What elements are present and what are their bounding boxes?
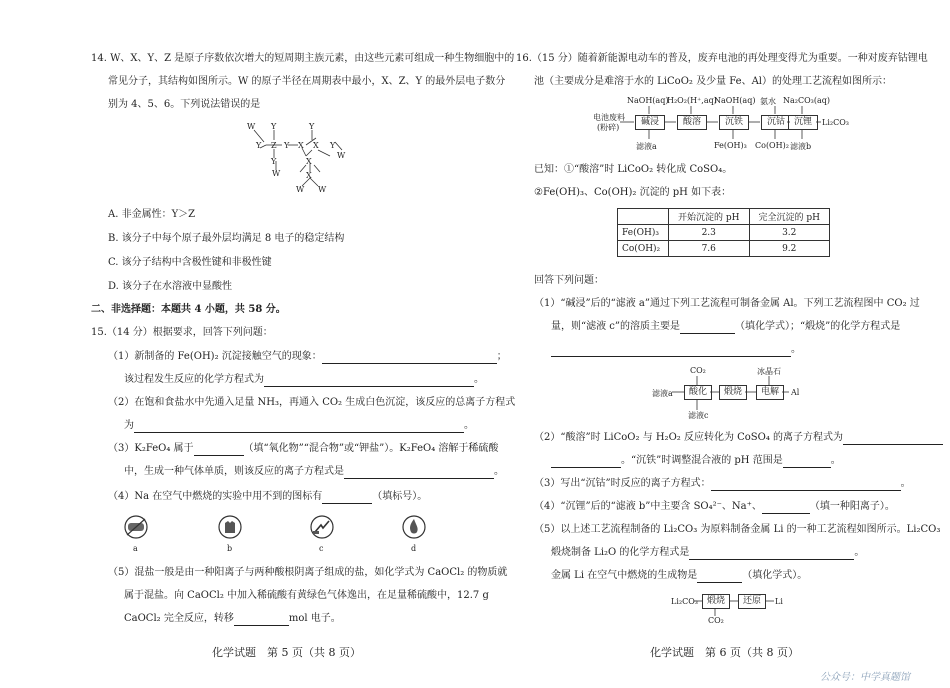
table-cell: 3.2: [749, 225, 830, 241]
atom-y: Y: [284, 141, 290, 150]
flow-product: Li₂CO₃: [822, 118, 849, 127]
answer-blank[interactable]: [762, 503, 810, 514]
step-precipitate-cobalt: 沉钴: [761, 115, 791, 130]
atom-w: W: [318, 185, 327, 194]
atom-y: Y: [271, 122, 277, 131]
q14-option-c: C. 该分子结构中含极性键和非极性键: [108, 257, 272, 268]
flow-product: Li: [775, 597, 783, 606]
answer-blank[interactable]: [843, 434, 943, 445]
step-reduce: 还原: [738, 594, 766, 609]
flow2-arrows: [672, 374, 792, 414]
output-label: CO₂: [708, 616, 724, 625]
step-precipitate-lithium: 沉锂: [788, 115, 818, 130]
known-condition-1: 已知：①“酸溶”时 LiCoO₂ 转化成 CoSO₄。: [534, 164, 733, 175]
q15-heading: 15.（14 分）根据要求，回答下列问题：: [91, 327, 273, 338]
q16-heading-line1: 16.（15 分）随着新能源电动车的普及，废弃电池的再处理变得尤为重要。一种对废弃钴锂电: [516, 53, 928, 64]
flow-start-label: 电池废料: [593, 113, 625, 122]
q14-option-a: A. 非金属性：Y＞Z: [108, 209, 196, 220]
icon-label-c: c: [319, 544, 324, 553]
q16-part5-line3: 金属 Li 在空气中燃烧的生成物是 （填化学式）。: [551, 570, 808, 581]
flow1-arrows: [620, 104, 830, 144]
ph-table: [617, 208, 830, 257]
answer-blank[interactable]: [680, 323, 735, 334]
protective-goggles-icon: [122, 514, 150, 540]
flow-start-note: (粉碎): [597, 123, 620, 132]
flow-start-label: 滤液a: [652, 389, 673, 398]
flow-start-label: Li₂CO₃: [671, 597, 698, 606]
atom-x: X: [313, 141, 319, 150]
q16-part1-line3: 。: [551, 343, 801, 357]
q16-part5-line2: 煅烧制备 Li₂O 的化学方程式是 。: [551, 547, 865, 558]
q15-part1-line1: （1）新制备的 Fe(OH)₂ 沉淀接触空气的现象： ；: [108, 351, 507, 362]
answer-blank[interactable]: [551, 346, 791, 357]
atom-w: W: [337, 151, 346, 160]
step-precipitate-iron: 沉铁: [719, 115, 749, 130]
q15-part2-line2: 为 。: [124, 420, 474, 431]
q16-part5-line1: （5）以上述工艺流程制备的 Li₂CO₃ 为原料制备金属 Li 的一种工艺流程如图所示。Li₂CO₃: [534, 524, 941, 535]
step-calcine: 煅烧: [702, 594, 730, 609]
flow3-arrows: [694, 592, 776, 618]
table-cell: Co(OH)₂: [618, 241, 669, 257]
right-page-footer: 化学试题 第 6 页（共 8 页）: [650, 646, 799, 659]
answer-blank[interactable]: [344, 468, 494, 479]
q15-part2-line1: （2）在饱和食盐水中先通入足量 NH₃，再通入 CO₂ 生成白色沉淀，该反应的总离子方程式: [108, 397, 516, 408]
output-label: 滤液c: [688, 411, 709, 420]
atom-y: Y: [271, 157, 277, 166]
q14-stem-line1: 14. W、X、Y、Z 是原子序数依次增大的短周期主族元素，由这些元素可组成一种生物细胞中的: [91, 53, 515, 64]
table-row: [618, 241, 830, 257]
output-label: 滤液a: [636, 142, 657, 151]
table-header-cell: [618, 209, 669, 225]
answer-blank[interactable]: [689, 549, 854, 560]
answer-blank[interactable]: [134, 422, 464, 433]
table-cell: 2.3: [669, 225, 750, 241]
molecule-structure-diagram: [240, 120, 350, 195]
atom-x: X: [306, 157, 312, 166]
q14-stem-line3: 别为 4、5、6。下列说法错误的是: [108, 99, 261, 110]
table-header-cell: 完全沉淀的 pH: [749, 209, 830, 225]
step-calcine: 煅烧: [719, 385, 747, 400]
answer-blank[interactable]: [264, 376, 474, 387]
step-acidify: 酸化: [684, 385, 712, 400]
q15-part5-line3: CaOCl₂ 完全反应，转移 mol 电子。: [124, 613, 341, 624]
watermark: 公众号：中学真题馆: [820, 672, 910, 683]
table-header-row: [618, 209, 830, 225]
q15-part5-line2: 属于混盐。向 CaOCl₂ 中加入稀硫酸有黄绿色气体逸出，在足量稀硫酸中，12.7 g: [124, 590, 489, 601]
q16-part3: （3）写出“沉钴”时反应的离子方程式： 。: [534, 478, 911, 489]
reagent-label: Na₂CO₃(aq): [783, 96, 830, 105]
table-cell: 7.6: [669, 241, 750, 257]
atom-x: X: [298, 141, 304, 150]
answer-blank[interactable]: [322, 353, 497, 364]
answer-blank[interactable]: [322, 493, 372, 504]
reagent-label: NaOH(aq): [627, 96, 669, 105]
step-acid-dissolve: 酸溶: [677, 115, 707, 130]
q16-part4: （4）“沉锂”后的“滤液 b”中主要含 SO₄²⁻、Na⁺、 （填一种阳离子）。: [534, 501, 895, 512]
output-label: Co(OH)₂: [755, 141, 789, 150]
atom-y: Y: [330, 141, 336, 150]
answer-blank[interactable]: [711, 480, 901, 491]
q16-part1-line2: 量，则“滤液 c”的溶质主要是 （填化学式）；“煅烧”的化学方程式是: [551, 321, 901, 332]
q14-stem-line2: 常见分子，其结构如图所示。W 的原子半径在周期表中最小，X、Z、Y 的最外层电子数分: [108, 76, 506, 87]
step-alkali-leach: 碱浸: [635, 115, 665, 130]
electrical-hazard-icon: [308, 514, 336, 540]
section-2-heading: 二、非选择题：本题共 4 小题，共 58 分。: [91, 304, 286, 315]
q15-part3-line1: （3）K₂FeO₄ 属于 （填“氧化物”“混合物”或“钾盐”）。K₂FeO₄ 溶解于稀硫酸: [108, 443, 499, 454]
reagent-label: NaOH(aq): [714, 96, 756, 105]
atom-w: W: [247, 122, 256, 131]
q14-option-b: B. 该分子中每个原子最外层均满足 8 电子的稳定结构: [108, 233, 345, 244]
q14-option-d: D. 该分子在水溶液中显酸性: [108, 281, 233, 292]
atom-x: X: [306, 171, 312, 180]
output-label: 滤液b: [790, 142, 812, 151]
reagent-label: 冰晶石: [757, 367, 781, 376]
q16-part1-line1: （1）“碱浸”后的“滤液 a”通过下列工艺流程可制备金属 Al。下列工艺流程图中 CO₂ 过: [534, 298, 920, 309]
q15-part5-line1: （5）混盐一般是由一种阳离子与两种酸根阴离子组成的盐，如化学式为 CaOCl₂ 的物质就: [108, 567, 508, 578]
icon-label-d: d: [411, 544, 417, 553]
q15-part3-line2: 中，生成一种气体单质，则该反应的离子方程式是 。: [124, 466, 504, 477]
icon-label-a: a: [133, 544, 138, 553]
reagent-label: H₂O₂(H⁺,aq): [667, 96, 717, 105]
hand-washing-icon: [216, 514, 244, 540]
table-header-cell: 开始沉淀的 pH: [669, 209, 750, 225]
q16-part2-line2: 。“沉铁”时调整混合液的 pH 范围是 。: [551, 454, 841, 468]
atom-y: Y: [256, 141, 262, 150]
table-row: [618, 225, 830, 241]
step-electrolysis: 电解: [756, 385, 784, 400]
q15-part4-line1: （4）Na 在空气中燃烧的实验中用不到的图标有 （填标号）。: [108, 491, 428, 502]
q16-heading-line2: 池（主要成分是难溶于水的 LiCoO₂ 及少量 Fe、Al）的处理工艺流程如图所示：: [534, 76, 892, 87]
atom-w: W: [296, 185, 305, 194]
answer-blank[interactable]: [551, 457, 621, 468]
answer-blank[interactable]: [697, 572, 742, 583]
q15-part1-line2: 该过程发生反应的化学方程式为 。: [124, 374, 484, 385]
answer-prompt: 回答下列问题：: [534, 275, 604, 286]
table-cell: 9.2: [749, 241, 830, 257]
known-condition-2: ②Fe(OH)₃、Co(OH)₂ 沉淀的 pH 如下表：: [534, 187, 732, 198]
left-page-footer: 化学试题 第 5 页（共 8 页）: [212, 646, 361, 659]
answer-blank[interactable]: [783, 457, 831, 468]
output-label: Fe(OH)₃: [714, 141, 747, 150]
icon-label-b: b: [227, 544, 233, 553]
q16-part2-line1: （2）“酸溶”时 LiCoO₂ 与 H₂O₂ 反应转化为 CoSO₄ 的离子方程式为: [534, 431, 943, 445]
atom-z: Z: [271, 141, 277, 150]
atom-w: W: [272, 169, 281, 178]
answer-blank[interactable]: [194, 445, 244, 456]
open-flame-icon: [400, 514, 428, 540]
table-cell: Fe(OH)₃: [618, 225, 669, 241]
reagent-label: 氨水: [760, 97, 776, 106]
atom-y: Y: [309, 122, 315, 131]
reagent-label: CO₂: [690, 366, 706, 375]
answer-blank[interactable]: [234, 615, 289, 626]
flow-product: Al: [791, 388, 800, 397]
